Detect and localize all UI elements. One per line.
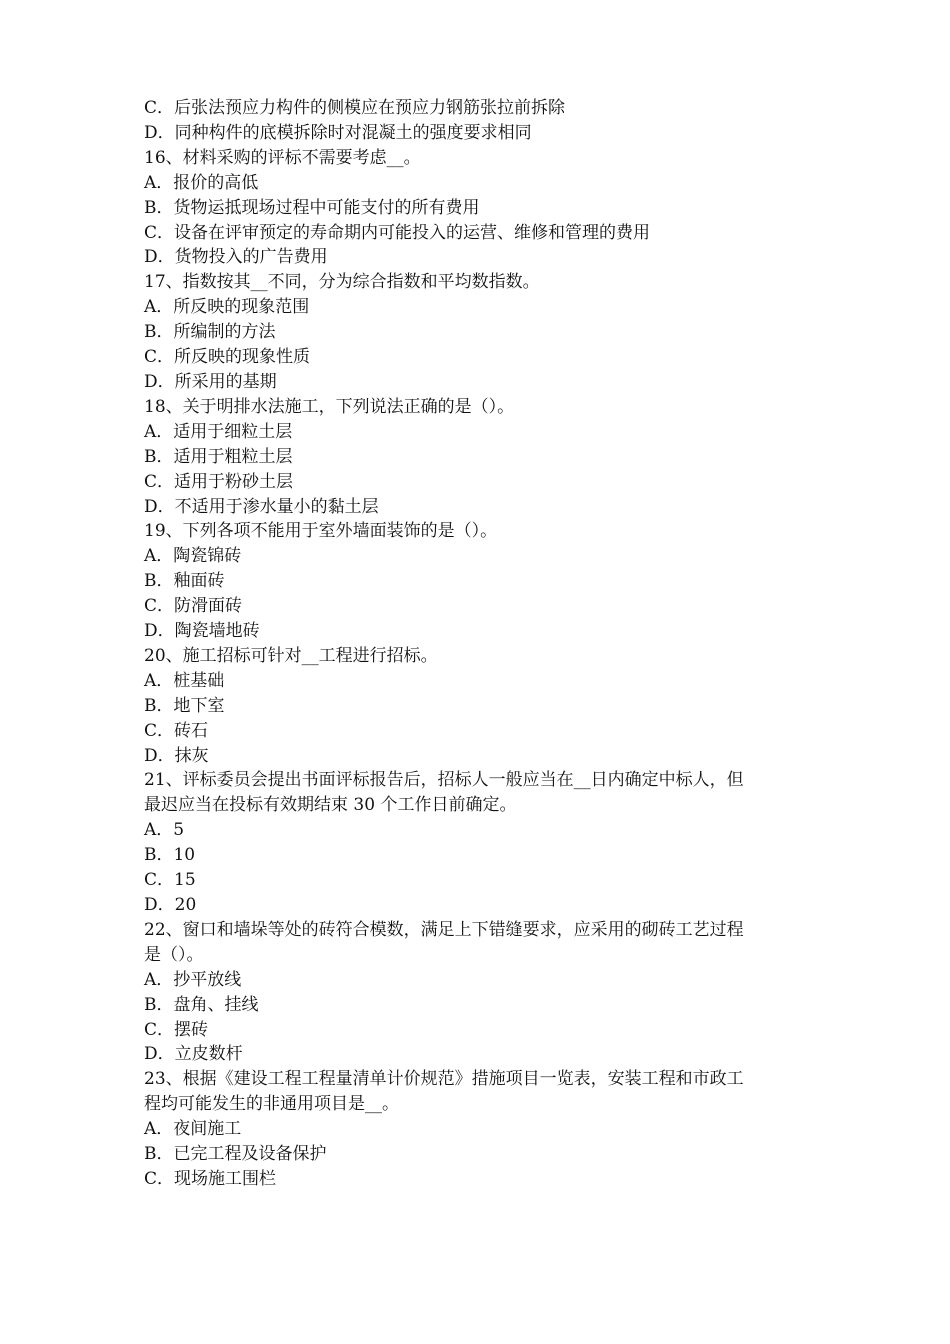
option-line: A．抄平放线 [144,969,242,990]
option-line: C．防滑面砖 [144,596,243,617]
option-line: B．10 [144,845,196,866]
question-22-continued: 是（）。 [144,944,204,965]
question-22: 22、窗口和墙垛等处的砖符合模数，满足上下错缝要求，应采用的砌砖工艺过程 [144,919,744,940]
question-23-continued: 程均可能发生的非通用项目是__。 [144,1094,399,1115]
option-line: A．桩基础 [144,670,225,691]
option-line: B．釉面砖 [144,571,225,592]
question-16: 16、材料采购的评标不需要考虑__。 [144,147,421,168]
option-line: D．货物投入的广告费用 [144,247,328,268]
option-line: A．夜间施工 [144,1119,242,1140]
question-20: 20、施工招标可针对__工程进行招标。 [144,645,438,666]
option-line: D．陶瓷墙地砖 [144,621,260,642]
text-line: C．后张法预应力构件的侧模应在预应力钢筋张拉前拆除 [144,98,566,118]
question-17: 17、指数按其__不同，分为综合指数和平均数指数。 [144,272,540,293]
option-line: C．现场施工围栏 [144,1168,277,1189]
option-line: C．15 [144,870,196,891]
option-line: C．适用于粉砂土层 [144,471,294,492]
option-line: C．设备在评审预定的寿命期内可能投入的运营、维修和管理的费用 [144,222,651,243]
option-line: A．报价的高低 [144,172,259,193]
option-line: C．所反映的现象性质 [144,347,311,368]
option-line: B．盘角、挂线 [144,994,259,1015]
option-line: A．陶瓷锦砖 [144,546,242,567]
option-line: A．适用于细粒土层 [144,421,293,442]
option-line: B．适用于粗粒土层 [144,446,293,467]
option-line: D．立皮数杆 [144,1044,243,1065]
option-line: B．所编制的方法 [144,322,276,343]
option-line: D．不适用于渗水量小的黏土层 [144,496,379,517]
option-line: C．砖石 [144,720,209,741]
option-line: B．货物运抵现场过程中可能支付的所有费用 [144,197,480,218]
question-21-continued: 最迟应当在投标有效期结束 30 个工作日前确定。 [144,795,517,816]
option-line: D．所采用的基期 [144,371,277,392]
question-19: 19、下列各项不能用于室外墙面装饰的是（）。 [144,521,498,542]
option-line: C．摆砖 [144,1019,209,1040]
text-line: D．同种构件的底模拆除时对混凝土的强度要求相同 [144,122,532,143]
question-18: 18、关于明排水法施工，下列说法正确的是（）。 [144,396,515,417]
option-line: A．所反映的现象范围 [144,297,310,318]
document-page [144,96,824,1192]
option-line: B．已完工程及设备保护 [144,1144,327,1165]
option-line: A．5 [144,820,185,841]
question-23: 23、根据《建设工程工程量清单计价规范》措施项目一览表，安装工程和市政工 [144,1069,744,1090]
option-line: D．20 [144,895,197,915]
option-line: D．抹灰 [144,745,209,766]
question-21: 21、评标委员会提出书面评标报告后，招标人一般应当在__日内确定中标人，但 [144,770,744,791]
option-line: B．地下室 [144,695,225,716]
